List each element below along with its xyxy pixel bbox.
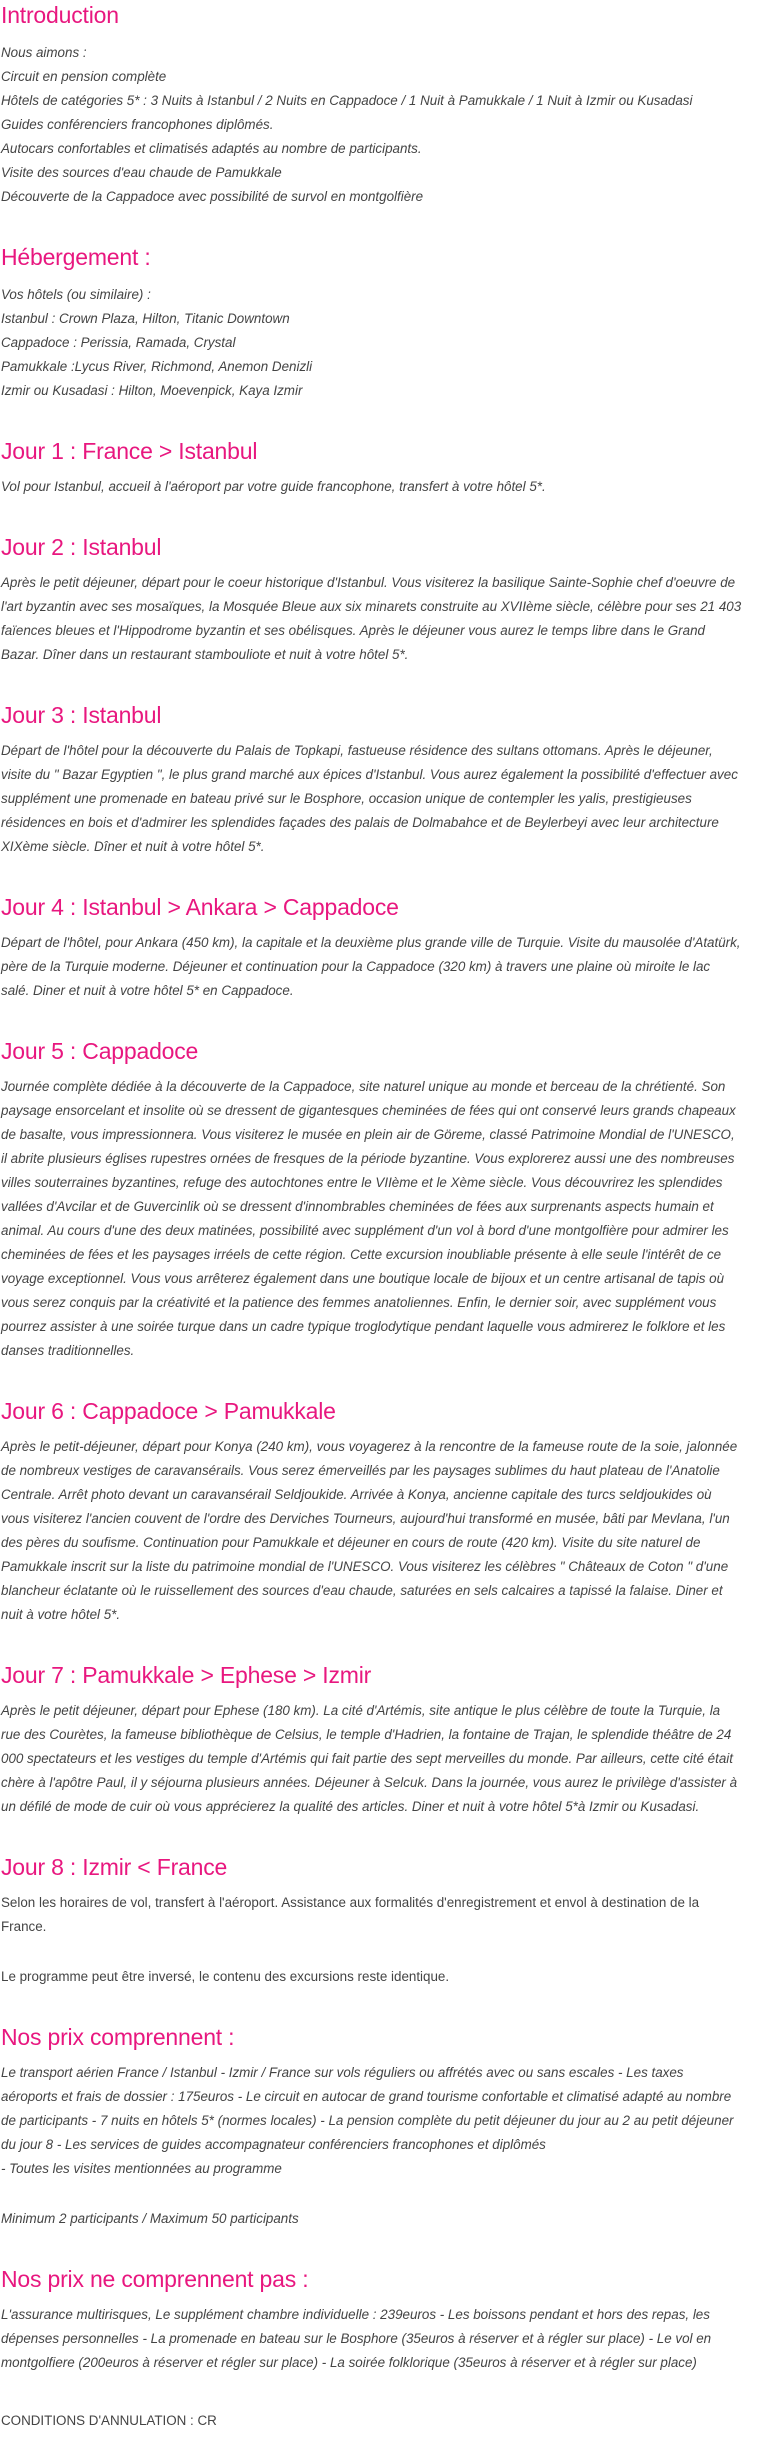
hotel-line: Vos hôtels (ou similaire) : <box>1 287 151 302</box>
prix-ne-comprennent-text: L'assurance multirisques, Le supplément chambre individuelle : 239euros - Les boissons pendant et hors des repas, les dépenses personnelles - La promenade en bateau sur le Bosphore (35euros à réserver et à régler sur place) - Le vol en montgolfiere (200euros à réserver et régler sur place) - La soirée folklorique (35euros à réserver et à régler sur place) <box>1 2307 712 2370</box>
spacer <box>1 403 742 437</box>
program-note: Le programme peut être inversé, le contenu des excursions reste identique. <box>1 1969 450 1984</box>
spacer <box>1 667 742 701</box>
day-section <box>1 701 742 859</box>
hotel-line: Istanbul : Crown Plaza, Hilton, Titanic Downtown <box>1 311 290 326</box>
day-section <box>1 533 742 667</box>
spacer <box>1 1939 742 1965</box>
intro-line: Visite des sources d'eau chaude de Pamukkale <box>1 165 282 180</box>
intro-line: Circuit en pension complète <box>1 69 167 84</box>
hotel-line: Izmir ou Kusadasi : Hilton, Moevenpick, Kaya Izmir <box>1 383 303 398</box>
day-section <box>1 1853 742 1989</box>
spacer <box>1 1363 742 1397</box>
intro-line: Nous aimons : <box>1 45 87 60</box>
conditions-section <box>1 2409 742 2433</box>
hebergement-section <box>1 243 742 403</box>
day-heading: Jour 7 : Pamukkale > Ephese > Izmir <box>1 1662 372 1688</box>
day-heading: Jour 8 : Izmir < France <box>1 1854 228 1880</box>
day-description: Après le petit déjeuner, départ pour Ephese (180 km). La cité d'Artémis, site antique le plus célèbre de toute la Turquie, la rue des Courètes, la fameuse bibliothèque de Celsius, le temple d'Hadrien, la fontaine de Trajan, le splendide théâtre de 24 000 spectateurs et les vestiges du temple d'Artémis qui fait partie des sept merveilles du monde. Par ailleurs, cette cité était chère à l'apôtre Paul, il y séjourna plusieurs années. Déjeuner à Selcuk. Dans la journée, vous aurez le privilège d'assister à un défilé de mode de cuir où vous apprécierez la qualité des articles. Diner et nuit à votre hôtel 5*à Izmir ou Kusadasi. <box>1 1703 738 1814</box>
day-description: Vol pour Istanbul, accueil à l'aéroport par votre guide francophone, transfert à votre hôtel 5*. <box>1 479 546 494</box>
prix-comprennent-text: Le transport aérien France / Istanbul - Izmir / France sur vols réguliers ou affrétés avec ou sans escales - Les taxes aéroports et frais de dossier : 175euros - Le circuit en autocar de grand tourisme confortable et climatisé adapté au nombre de participants - 7 nuits en hôtels 5* (normes locales) - La pension complète du petit déjeuner du jour au 2 au petit déjeuner du jour 8 - Les services de guides accompagnateur conférenciers francophones et diplômés <box>1 2065 734 2152</box>
day-heading: Jour 4 : Istanbul > Ankara > Cappadoce <box>1 894 399 920</box>
spacer <box>1 1819 742 1853</box>
spacer <box>1 2231 742 2265</box>
intro-line: Guides conférenciers francophones diplômés. <box>1 117 274 132</box>
day-description: Départ de l'hôtel pour la découverte du Palais de Topkapi, fastueuse résidence des sultans ottomans. Après le déjeuner, visite du " Bazar Egyptien ", le plus grand marché aux épices d'Istanbul. Vous aurez également la possibilité d'effectuer avec supplément une promenade en bateau privé sur le Bosphore, occasion unique de contempler les yalis, prestigieuses résidences en bois et d'admirer les splendides façades des palais de Dolmabahce et de Beylerbeyi avec leur architecture XIXème siècle. Dîner et nuit à votre hôtel 5*. <box>1 743 738 854</box>
day-heading: Jour 1 : France > Istanbul <box>1 438 258 464</box>
introduction-section <box>1 0 742 209</box>
prix-ne-comprennent-heading: Nos prix ne comprennent pas : <box>1 2266 309 2292</box>
spacer <box>1 1003 742 1037</box>
spacer <box>1 1989 742 2023</box>
prix-comprennent-heading: Nos prix comprennent : <box>1 2024 235 2050</box>
spacer <box>1 1627 742 1661</box>
day-section <box>1 893 742 1003</box>
prix-comprennent-section <box>1 2023 742 2231</box>
spacer <box>1 499 742 533</box>
spacer <box>1 2375 742 2409</box>
day-description: Selon les horaires de vol, transfert à l'aéroport. Assistance aux formalités d'enregistrement et envol à destination de la France. <box>1 1895 700 1934</box>
conditions-text: CONDITIONS D'ANNULATION : CR <box>1 2413 217 2428</box>
day-heading: Jour 2 : Istanbul <box>1 534 162 560</box>
intro-line: Autocars confortables et climatisés adaptés au nombre de participants. <box>1 141 422 156</box>
prix-ne-comprennent-section <box>1 2265 742 2375</box>
introduction-heading: Introduction <box>1 2 119 28</box>
day-heading: Jour 5 : Cappadoce <box>1 1038 199 1064</box>
day-section <box>1 1397 742 1627</box>
day-heading: Jour 3 : Istanbul <box>1 702 162 728</box>
hotel-line: Cappadoce : Perissia, Ramada, Crystal <box>1 335 236 350</box>
spacer <box>1 2181 742 2207</box>
day-description: Après le petit-déjeuner, départ pour Konya (240 km), vous voyagerez à la rencontre de la fameuse route de la soie, jalonnée de nombreux vestiges de caravansérails. Vous serez émerveillés par les paysages sublimes du haut plateau de l'Anatolie Centrale. Arrêt photo devant un caravansérail Seldjoukide. Arrivée à Konya, ancienne capitale des turcs seldjoukides où vous visiterez l'ancien couvent de l'ordre des Derviches Tourneurs, aujourd'hui transformé en musée, bâti par Mevlana, l'un des pères du soufisme. Continuation pour Pamukkale et déjeuner en cours de route (420 km). Visite du site naturel de Pamukkale inscrit sur la liste du patrimoine mondial de l'UNESCO. Vous visiterez les célèbres " Châteaux de Coton " d'une blancheur éclatante où le ruissellement des sources d'eau chaude, saturées en sels calcaires a tapissé la falaise. Diner et nuit à votre hôtel 5*. <box>1 1439 738 1622</box>
spacer <box>1 209 742 243</box>
intro-line: Hôtels de catégories 5* : 3 Nuits à Istanbul / 2 Nuits en Cappadoce / 1 Nuit à Pamukkale / 1 Nuit à Izmir ou Kusadasi <box>1 93 693 108</box>
day-heading: Jour 6 : Cappadoce > Pamukkale <box>1 1398 336 1424</box>
day-section <box>1 437 742 499</box>
participants-note: Minimum 2 participants / Maximum 50 participants <box>1 2211 299 2226</box>
prix-comprennent-extra: - Toutes les visites mentionnées au programme <box>1 2161 282 2176</box>
day-section <box>1 1037 742 1363</box>
day-description: Après le petit déjeuner, départ pour le coeur historique d'Istanbul. Vous visiterez la basilique Sainte-Sophie chef d'oeuvre de l'art byzantin avec ses mosaïques, la Mosquée Bleue aux six minarets construite au XVIIème siècle, célèbre pour ses 21 403 faïences bleues et l'Hippodrome byzantin et ses obélisques. Après le déjeuner vous aurez le temps libre dans le Grand Bazar. Dîner dans un restaurant stambouliote et nuit à votre hôtel 5*. <box>1 575 742 662</box>
hebergement-heading: Hébergement : <box>1 244 151 270</box>
day-description: Départ de l'hôtel, pour Ankara (450 km), la capitale et la deuxième plus grande ville de Turquie. Visite du mausolée d'Atatürk, père de la Turquie moderne. Déjeuner et continuation pour la Cappadoce (320 km) à travers une plaine où miroite le lac salé. Diner et nuit à votre hôtel 5* en Cappadoce. <box>1 935 741 998</box>
day-description: Journée complète dédiée à la découverte de la Cappadoce, site naturel unique au monde et berceau de la chrétienté. Son paysage ensorcelant et insolite où se dressent de gigantesques cheminées de fées qui ont conservé leurs grands chapeaux de basalte, vous impressionnera. Vous visiterez le musée en plein air de Göreme, classé Patrimoine Mondial de l'UNESCO, il abrite plusieurs églises rupestres ornées de fresques de la période byzantine. Vous explorerez aussi une des nombreuses villes souterraines byzantines, refuge des autochtones entre le VIIème et le Xème siècle. Vous découvrirez les splendides vallées d'Avcilar et de Guvercinlik où se dressent d'innombrables cheminées de fées aux surprenants aspects humain et animal. Au cours d'une des deux matinées, possibilité avec supplément d'un vol à bord d'une montgolfière pour admirer les cheminées de fées et les paysages irréels de cette région. Cette excursion inoubliable présente à elle seule l'intérêt de ce voyage exceptionnel. Vous vous arrêterez également dans une boutique locale de bijoux et un centre artisanal de tapis où vous serez conquis par la créativité et la patience des femmes anatoliennes. Enfin, le dernier soir, avec supplément vous pourrez assister à une soirée turque dans un cadre typique troglodytique pendant laquelle vous admirerez le folklore et les danses traditionnelles. <box>1 1079 736 1358</box>
intro-line: Découverte de la Cappadoce avec possibilité de survol en montgolfière <box>1 189 424 204</box>
day-section <box>1 1661 742 1819</box>
hotel-line: Pamukkale :Lycus River, Richmond, Anemon Denizli <box>1 359 313 374</box>
spacer <box>1 859 742 893</box>
